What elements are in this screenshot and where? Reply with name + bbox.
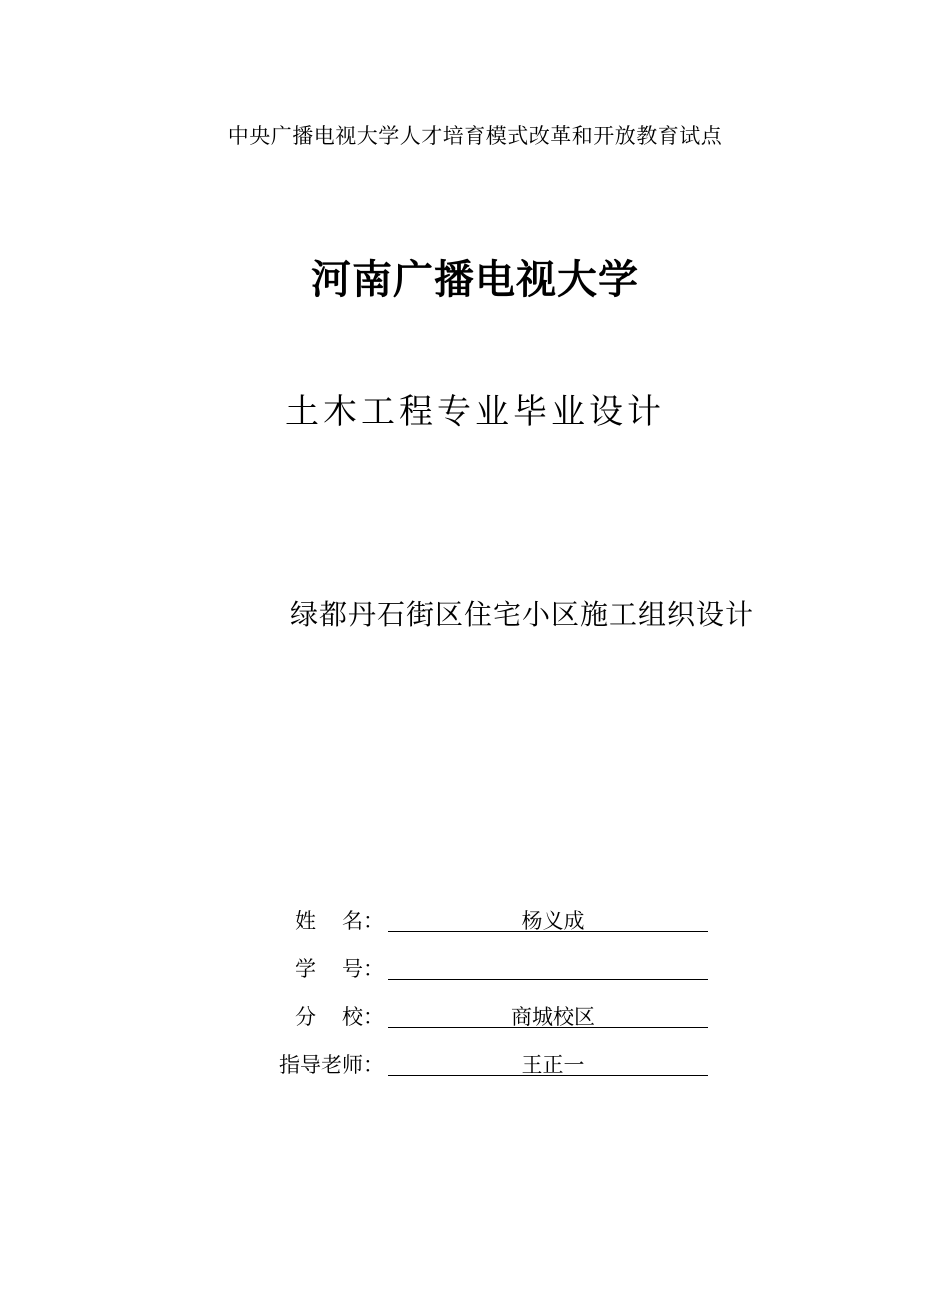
branch-value: 商城校区 (511, 1005, 595, 1029)
name-label-a: 姓 (295, 909, 316, 933)
student-id-label (295, 953, 384, 983)
student-id-label-b: 号： (342, 957, 384, 981)
advisor-value: 王正一 (521, 1053, 585, 1077)
student-id-underline (388, 979, 708, 980)
major-title: 土木工程专业毕业设计 (285, 392, 665, 432)
info-row-branch (260, 1001, 720, 1035)
name-value: 杨义成 (521, 909, 585, 933)
branch-underline (388, 1027, 708, 1028)
info-row-student-id (260, 953, 720, 987)
advisor-label: 指导老师： (279, 1053, 384, 1077)
info-row-advisor (260, 1049, 720, 1083)
branch-label (295, 1001, 384, 1031)
info-row-name (260, 905, 720, 939)
student-id-label-a: 学 (295, 957, 316, 981)
name-label (295, 905, 384, 935)
pilot-program-line: 中央广播电视大学人才培育模式改革和开放教育试点 (227, 124, 723, 148)
branch-label-a: 分 (295, 1005, 316, 1029)
name-underline (388, 931, 708, 932)
university-name: 河南广播电视大学 (311, 256, 639, 303)
name-label-b: 名： (342, 909, 384, 933)
advisor-underline (388, 1075, 708, 1076)
thesis-title: 绿都丹石街区住宅小区施工组织设计 (290, 598, 755, 631)
branch-label-b: 校： (342, 1005, 384, 1029)
